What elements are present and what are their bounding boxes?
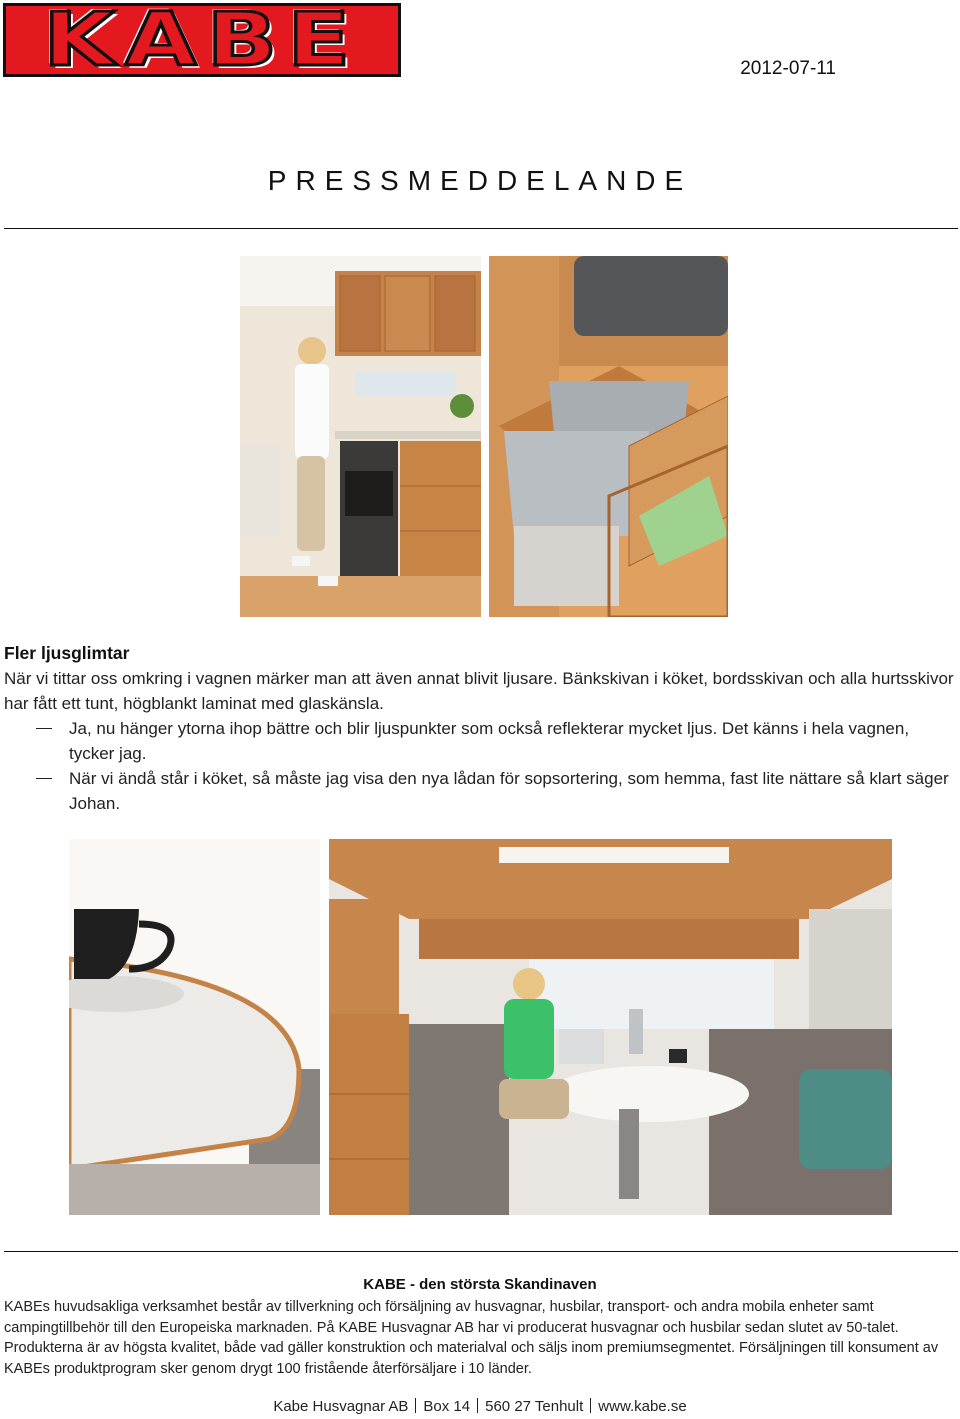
press-date: 2012-07-11 [740,58,836,79]
article-body [4,666,954,816]
separator [590,1398,591,1413]
quote-item [4,716,954,766]
caravan-lounge-photo [329,839,892,1215]
company-name: Kabe Husvagnar AB [273,1398,409,1415]
separator [415,1398,416,1413]
postal-code-city: 560 27 Tenhult [485,1398,584,1415]
page-title: PRESSMEDDELANDE [267,165,693,196]
table-with-cup-photo [69,839,320,1215]
waste-sorting-drawer-photo [489,256,728,617]
footer-divider [4,1251,958,1252]
article-paragraph: När vi tittar oss omkring i vagnen märker man att även annat blivit ljusare. Bänkskivan i köket, bordsskivan och alla hurtsskivor har fått ett tunt, högblankt laminat med glaskänsla. [4,669,954,713]
postal-box: Box 14 [423,1398,471,1415]
header-divider [4,228,958,229]
company-address [0,1398,960,1415]
section-heading: Fler ljusglimtar [4,643,130,663]
quote-text: Ja, nu hänger ytorna ihop bättre och blir ljuspunkter som också reflekterar mycket ljus. Det känns i hela vagnen, tycker jag. [69,719,910,763]
logo-wordmark: KABE [43,0,361,83]
kabe-logo [3,0,401,83]
website-link[interactable]: www.kabe.se [598,1398,687,1415]
kitchen-photo [240,256,481,617]
dash-bullet-icon [36,728,52,729]
separator [477,1398,478,1413]
footer-heading: KABE - den största Skandinaven [363,1276,597,1293]
quote-item [4,766,954,816]
quote-text: När vi ändå står i köket, så måste jag visa den nya lådan för sopsortering, som hemma, fast lite nättare så klart säger Johan. [69,769,949,813]
company-description: KABEs huvudsakliga verksamhet består av tillverkning och försäljning av husvagnar, husbilar, transport- och andra mobila enheter samt campingtillbehör till den Europeiska marknaden. På KABE Husvagnar AB har vi producerat husvagnar och husbilar sedan slutet av 50-talet. Produkterna är av högsta kvalitet, både vad gäller konstruktion och materialval och säljs inom premiumsegmentet. Försäljningen till konsument av KABEs produktprogram sker genom drygt 100 fristående återförsäljare i 10 länder. [4,1299,939,1377]
dash-bullet-icon [36,778,52,779]
